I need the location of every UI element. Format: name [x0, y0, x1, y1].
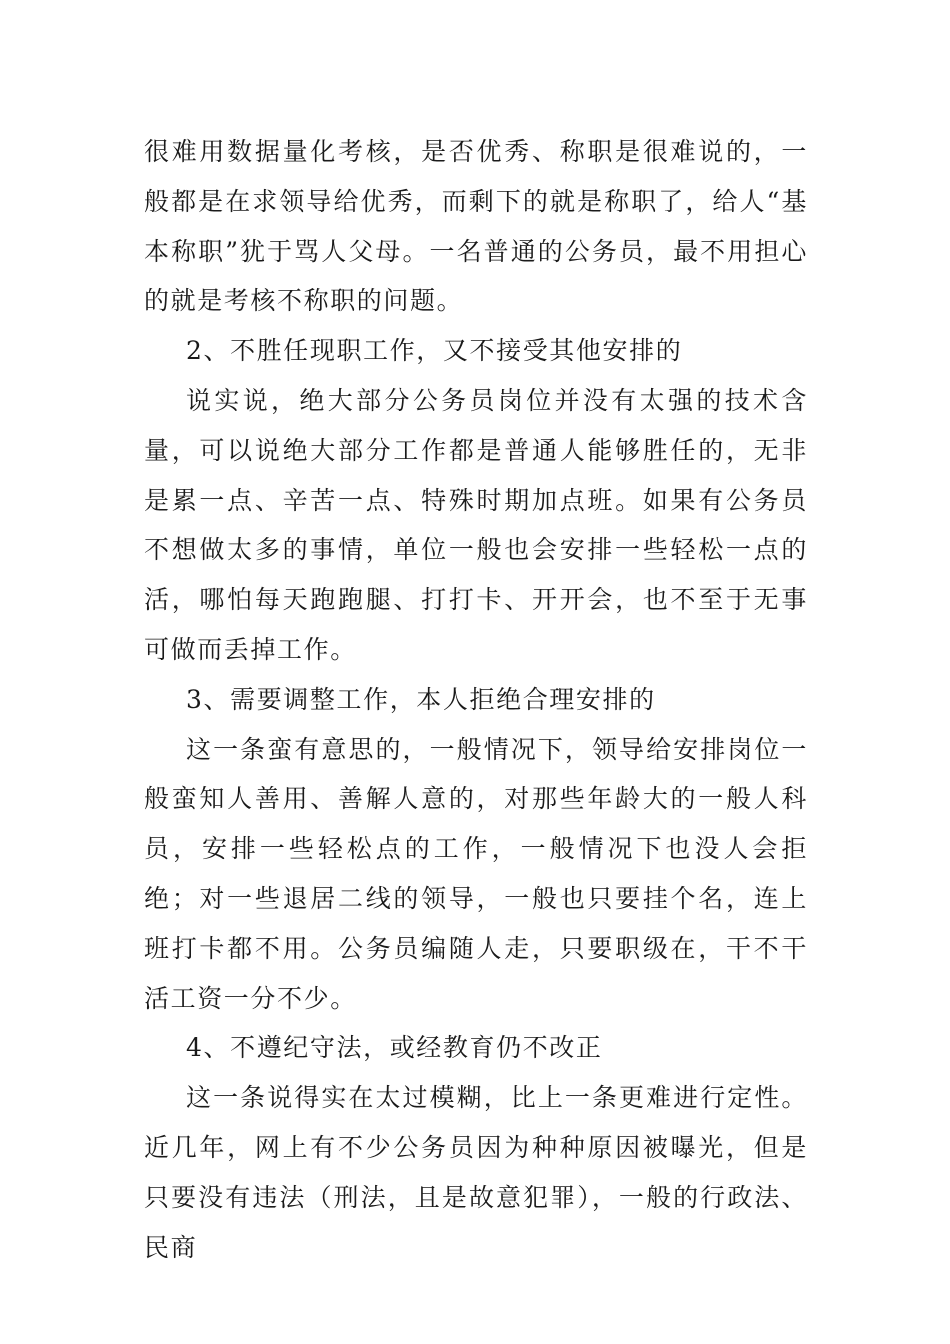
paragraph-assessment-continued: 很难用数据量化考核，是否优秀、称职是很难说的，一般都是在求领导给优秀，而剩下的就是称职了，给人“基本称职”犹于骂人父母。一名普通的公务员，最不用担心的就是考核不称职的问题。 — [144, 137, 808, 316]
heading-item-4: 4、不遵纪守法，或经教育仍不改正 — [186, 1033, 603, 1063]
heading-item-3: 3、需要调整工作，本人拒绝合理安排的 — [186, 684, 656, 714]
paragraph-item-4: 这一条说得实在太过模糊，比上一条更难进行定性。近几年，网上有不少公务员因为种种原因被曝光，但是只要没有违法（刑法，且是故意犯罪），一般的行政法、民商 — [144, 1083, 808, 1262]
paragraph-item-3: 这一条蛮有意思的，一般情况下，领导给安排岗位一般蛮知人善用、善解人意的，对那些年龄大的一般人科员，安排一些轻松点的工作，一般情况下也没人会拒绝；对一些退居二线的领导，一般也只要挂个名，连上班打卡都不用。公务员编随人走，只要职级在，干不干活工资一分不少。 — [144, 734, 808, 1013]
document-body — [144, 127, 808, 1272]
paragraph-item-2: 说实说，绝大部分公务员岗位并没有太强的技术含量，可以说绝大部分工作都是普通人能够胜任的，无非是累一点、辛苦一点、特殊时期加点班。如果有公务员不想做太多的事情，单位一般也会安排一些轻松一点的活，哪怕每天跑跑腿、打打卡、开开会，也不至于无事可做而丢掉工作。 — [144, 385, 808, 664]
heading-item-2: 2、不胜任现职工作，又不接受其他安排的 — [186, 336, 683, 366]
